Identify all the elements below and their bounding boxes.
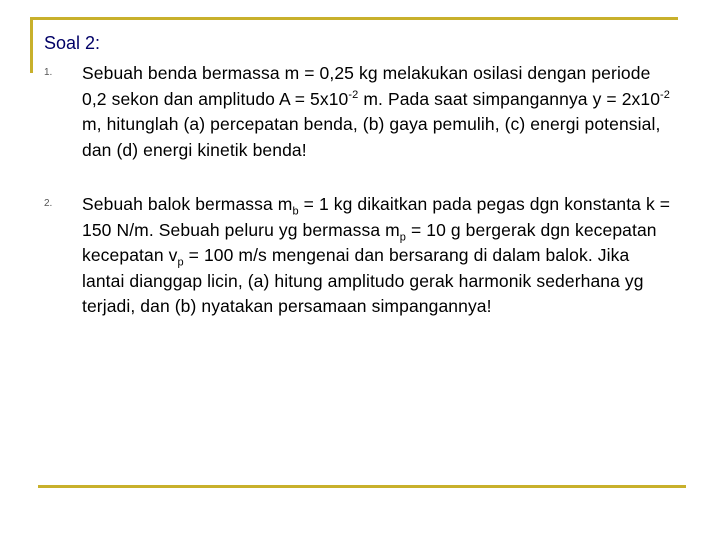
- text-run: m, hitunglah (a) percepatan benda, (b) gaya pemulih, (c) energi potensial, dan (d) energi kinetik benda!: [82, 114, 661, 160]
- exponent: -2: [660, 88, 671, 101]
- subscript: b: [292, 205, 299, 218]
- question-number: 2.: [44, 198, 53, 209]
- question-text: [82, 192, 672, 320]
- top-rule: [30, 17, 678, 20]
- subscript: p: [399, 231, 407, 243]
- subscript: p: [177, 256, 184, 269]
- bottom-rule: [38, 485, 686, 488]
- text-run: Sebuah balok bermassa m: [82, 194, 293, 214]
- text-run: Sebuah benda bermassa m = 0,25 kg melakukan osilasi dengan periode 0,2 sekon dan amplitudo A = 5x10: [82, 63, 651, 109]
- exponent: -2: [348, 88, 359, 101]
- slide-title: Soal 2:: [44, 33, 101, 53]
- text-run: = 100 m/s mengenai dan bersarang di dalam balok. Jika lantai dianggap licin, (a) hitung amplitudo gerak harmonik sederhana yg terjadi, dan (b) nyatakan persamaan simpangannya!: [82, 245, 644, 316]
- text-run: = 1 kg dikaitkan pada pegas dgn konstanta k = 150 N/m. Sebuah peluru yg bermassa m: [82, 194, 671, 240]
- question-text: [82, 61, 672, 163]
- text-run: = 10 g bergerak dgn kecepatan kecepatan v: [82, 219, 657, 265]
- text-run: m. Pada saat simpangannya y = 2x10: [358, 88, 661, 109]
- question-number: 1.: [44, 67, 53, 78]
- left-rule: [30, 17, 33, 73]
